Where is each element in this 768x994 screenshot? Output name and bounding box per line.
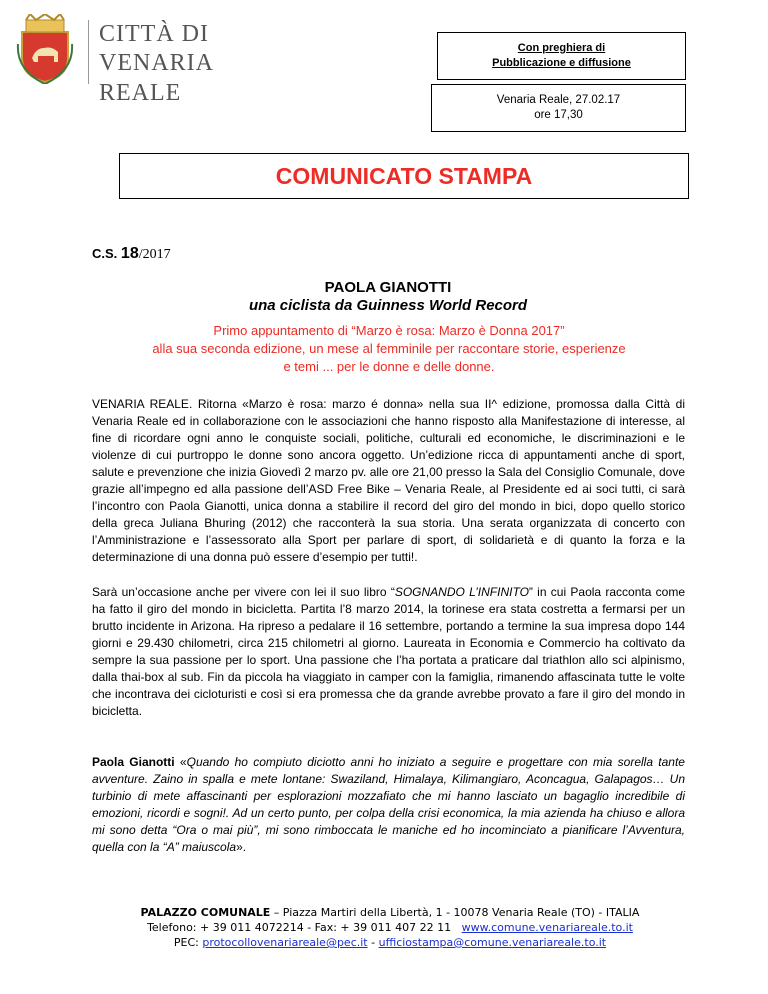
logo-text [88, 20, 269, 106]
city-crest-icon [14, 14, 76, 84]
logo-line1: CITTÀ DI [99, 21, 209, 47]
footer-contact-line [60, 920, 720, 935]
release-prefix: C.S. [92, 246, 118, 261]
paragraph-book-after: ” in cui Paola racconta come ha fatto il giro del mondo in bicicletta. Partita l’8 marzo 2014, la torinese era stata costretta a fermarsi per un brutto incidente in Arizona. Ha ripreso a pedalare il 16 settembre, portando a termine la sua impresa dopo 144 giorni e 29.430 chilometri, circa 215 chilometri al giorno. Laureata in Economia e Commercio ha coltivato da sempre la sua passione per lo sport. Una passione che l’ha portata a praticare dal triathlon allo sci alpinismo, dalla thai-box al sub. Fin da piccola ha viaggiato in camper con la famiglia, rimanendo affascinata tutte le volte che incontrava dei cicloturisti e così si era promessa che da grande avrebbe provato a fare il giro del mondo in bicicletta. [92, 585, 686, 718]
footer-email-line [60, 935, 720, 950]
article-title [92, 279, 684, 315]
press-release-banner [119, 153, 689, 199]
date-box [431, 84, 686, 132]
quote-author: Paola Gianotti [92, 755, 175, 769]
paragraph-quote [92, 754, 685, 856]
release-number [92, 245, 171, 263]
quote-open: « [174, 755, 187, 769]
quote-close: ». [236, 840, 247, 854]
publication-request-box [437, 32, 686, 80]
city-logo [14, 14, 254, 106]
subtitle-line3: e temi ... per le donne e delle donne. [283, 359, 495, 374]
footer [60, 905, 720, 950]
footer-address: – Piazza Martiri della Libertà, 1 - 10078 Venaria Reale (TO) - ITALIA [270, 906, 640, 919]
subtitle-line1: Primo appuntamento di “Marzo è rosa: Marzo è Donna 2017” [213, 323, 565, 338]
footer-label: PALAZZO COMUNALE [140, 906, 271, 919]
pec-label: PEC: [173, 936, 203, 949]
press-release-heading: COMUNICATO STAMPA [275, 162, 533, 189]
email-separator: - [367, 936, 379, 949]
website-link[interactable]: www.comune.venariareale.to.it [461, 921, 633, 934]
paragraph-intro: VENARIA REALE. Ritorna «Marzo è rosa: marzo é donna» nella sua II^ edizione, promossa dalla Città di Venaria Reale ed in collaborazione con le associazioni che hanno risposto alla Manifestazione di interesse, al fine di ricordare ogni anno le conquiste sociali, politiche, culturali ed economiche, le discriminazioni e le violenze di cui purtroppo le donne sono ancora oggetto. Un’edizione ricca di appuntamenti anche di sport, salute e prevenzione che inizia Giovedì 2 marzo pv. alle ore 21,00 presso la Sala del Consiglio Comunale, dove grazie all’impegno ed alla passione dell’ASD Free Bike – Venaria Reale, al Presidente ed ai soci tutti, ci sarà l’incontro con Paola Gianotti, unica donna a stabilire il record del giro del mondo in bici, dopo quello storico della greca Juliana Bhuring (2012) che racconterà la sua storia. Una serata organizzata di concerto con l’Amministrazione e l’assessorato alla Sport per parlare di sport, di solidarietà e di quanto la forza e la determinazione di una donna può essere d’esempio per tutti!. [92, 397, 685, 564]
publication-request-line1: Con preghiera di [517, 42, 606, 54]
release-num: 18 [120, 245, 139, 262]
article-subtitle [90, 322, 688, 376]
logo-line2: VENARIA REALE [99, 50, 213, 106]
publication-request-line2: Pubblicazione e diffusione [492, 57, 631, 69]
pec-email-link[interactable]: protocollovenariareale@pec.it [202, 936, 368, 949]
release-year: /2017 [138, 247, 171, 262]
title-line1: PAOLA GIANOTTI [324, 279, 452, 296]
book-title: SOGNANDO L’INFINITO [394, 585, 529, 599]
date-line: Venaria Reale, 27.02.17 [496, 94, 621, 106]
paragraph-book-before: Sarà un’occasione anche per vivere con lei il suo libro “ [92, 585, 395, 599]
press-email-link[interactable]: ufficiostampa@comune.venariareale.to.it [378, 936, 607, 949]
footer-phone: Telefono: + 39 011 4072214 - Fax: + 39 011 407 22 11 [147, 921, 452, 934]
time-line: ore 17,30 [534, 109, 583, 121]
paragraph-book [92, 584, 685, 720]
subtitle-line2: alla sua seconda edizione, un mese al femminile per raccontare storie, esperienze [152, 341, 626, 356]
quote-text: Quando ho compiuto diciotto anni ho iniziato a seguire e progettare con mia sorella tante avventure. Zaino in spalla e mete lontane: Swaziland, Himalaya, Kilimangiaro, Aconcagua, Galapagos… Un turbinio di mete affascinanti per esplorazioni mozzafiato che mi hanno lasciato un bagaglio incredibile di emozioni, ricordi e sogni!. Ad un certo punto, per colpa della crisi economica, la mia azienda ha chiuso e allora mi sono detta “Ora o mai più”, mi sono rimboccata le maniche ed ho incominciato a pianificare l’Avventura, quella con la “A” maiuscola [92, 755, 685, 854]
footer-address-line [60, 905, 720, 920]
title-line2: una ciclista da Guinness World Record [248, 297, 528, 314]
